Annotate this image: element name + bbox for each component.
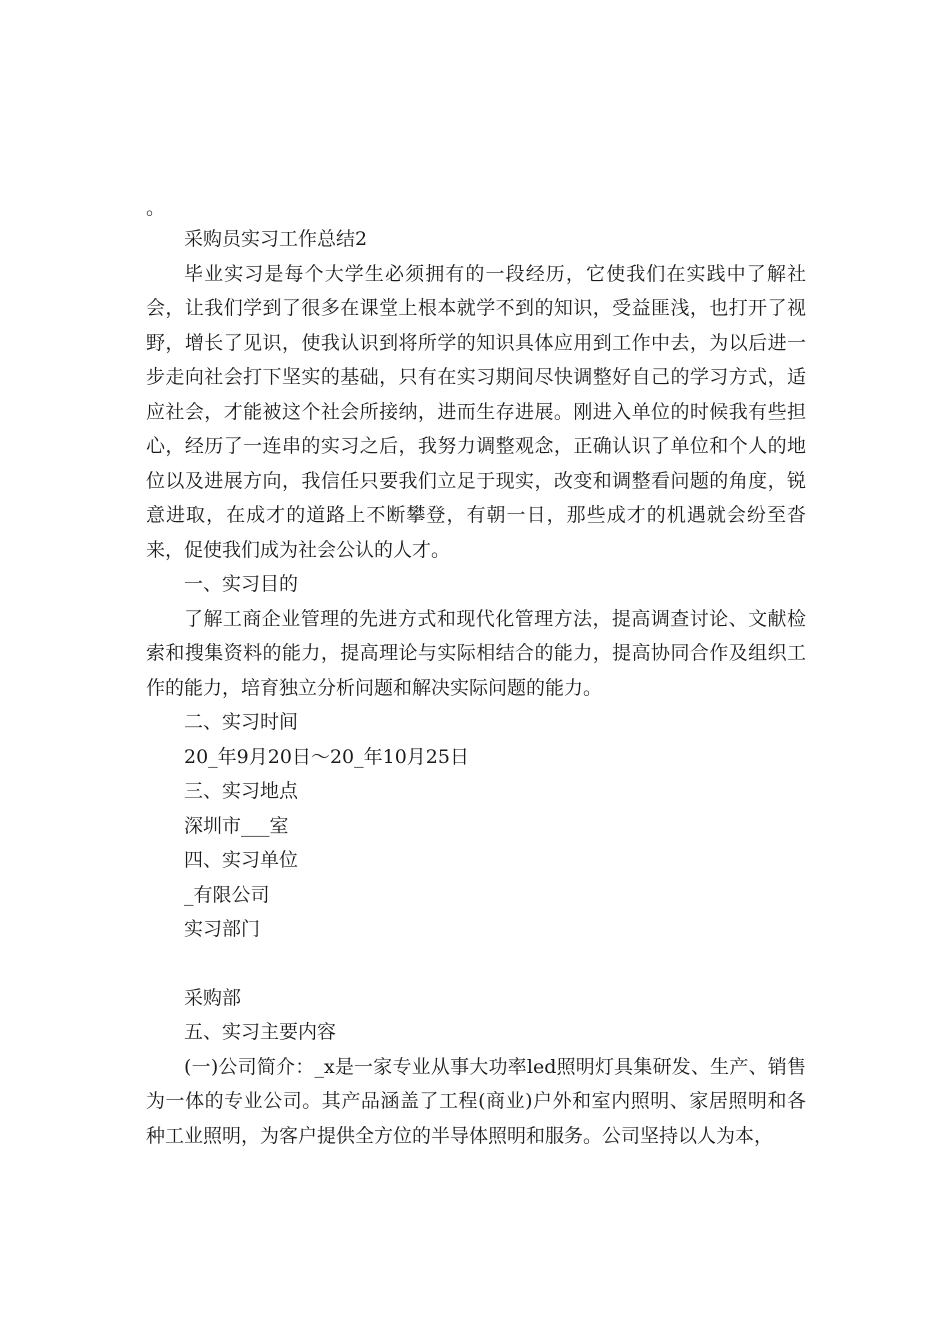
- document-title: 采购员实习工作总结2: [184, 228, 368, 250]
- section-heading-unit: 四、实习单位: [184, 849, 299, 871]
- leading-period: 。: [146, 197, 166, 219]
- document-body: [146, 194, 806, 1153]
- section-heading-location: 三、实习地点: [184, 780, 299, 802]
- section-heading-purpose: 一、实习目的: [184, 573, 299, 595]
- section-heading-time: 二、实习时间: [184, 711, 299, 733]
- department-value: 采购部: [184, 986, 242, 1009]
- department-label: 实习部门: [184, 918, 261, 940]
- intro-paragraph: 毕业实习是每个大学生必须拥有的一段经历，它使我们在实践中了解社会，让我们学到了很多在课堂上根本就学不到的知识，受益匪浅，也打开了视野，增长了见识，使我认识到将所学的知识具体应用到工作中去，为以后进一步走向社会打下坚实的基础，只有在实习期间尽快调整好自己的学习方式，适应社会，才能被这个社会所接纳，进而生存进展。刚进入单位的时候我有些担心，经历了一连串的实习之后，我努力调整观念，正确认识了单位和个人的地位以及进展方向，我信任只要我们立足于现实，改变和调整看问题的角度，锐意进取，在成才的道路上不断攀登，有朝一日，那些成才的机遇就会纷至沓来，促使我们成为社会公认的人才。: [146, 262, 806, 561]
- purpose-paragraph: 了解工商企业管理的先进方式和现代化管理方法，提高调查讨论、文献检索和搜集资料的能力，提高理论与实际相结合的能力，提高协同合作及组织工作的能力，培育独立分析问题和解决实际问题的能力。: [146, 607, 806, 699]
- time-value: 20_年9月20日～20_年10月25日: [184, 745, 469, 768]
- section-heading-content: 五、实习主要内容: [184, 1021, 337, 1043]
- location-value: 深圳市___室: [184, 814, 289, 837]
- company-intro-paragraph: (一)公司简介：_x是一家专业从事大功率led照明灯具集研发、生产、销售为一体的专业公司。其产品涵盖了工程(商业)户外和室内照明、家居照明和各种工业照明，为客户提供全方位的半导体照明和服务。公司坚持以人为本，: [146, 1055, 806, 1147]
- unit-value: _有限公司: [184, 883, 270, 906]
